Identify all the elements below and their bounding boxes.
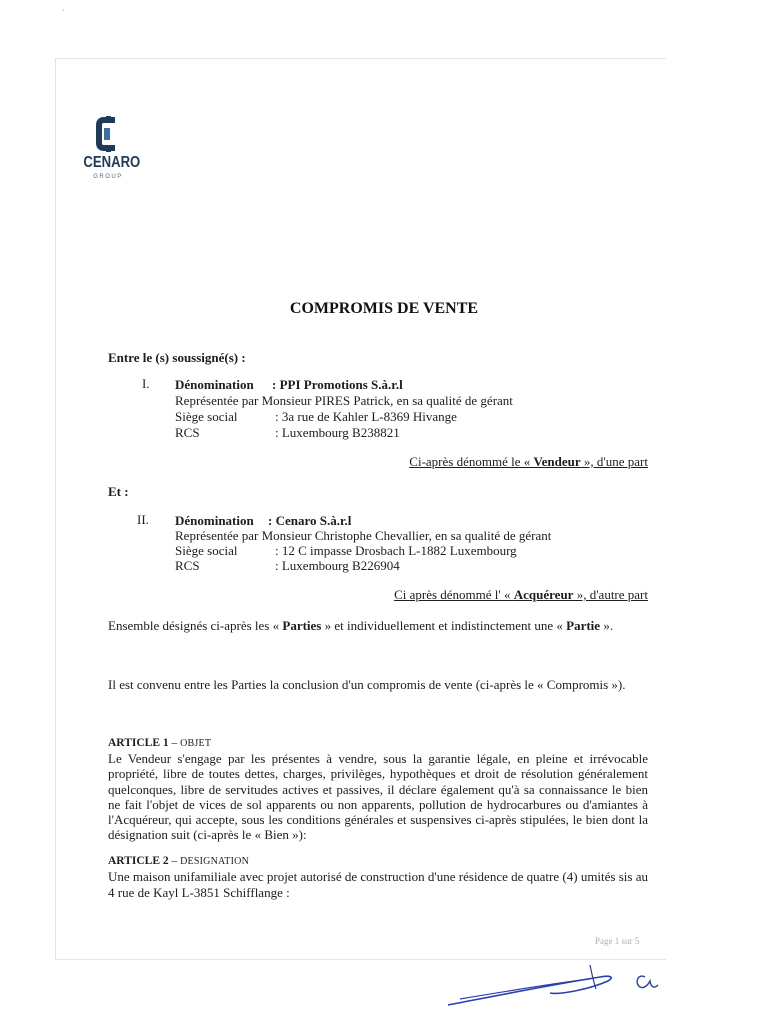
party-2-numeral: II. bbox=[137, 512, 149, 527]
article-2-text: Une maison unifamiliale avec projet autorisé de construction d'une résidence de quatre (4) umités sis au 4 rue de Kayl L-3851 Schifflange : bbox=[108, 869, 648, 900]
party-1-denom-value: : PPI Promotions S.à.r.l bbox=[272, 377, 403, 392]
article-1-heading: ARTICLE 1 – OBJET bbox=[108, 737, 212, 749]
party-1-rcs-label: RCS bbox=[175, 425, 200, 440]
party-1-rcs-value: : Luxembourg B238821 bbox=[275, 425, 400, 440]
party-2-denom-label: Dénomination bbox=[175, 513, 254, 528]
agreement-paragraph: Il est convenu entre les Parties la conclusion d'un compromis de vente (ci-après le « Compromis »). bbox=[108, 677, 626, 692]
et-line: Et : bbox=[108, 484, 129, 499]
party-1-siege-label: Siège social bbox=[175, 409, 238, 424]
parties-definition: Ensemble désignés ci-après les « Parties » et individuellement et indistinctement une « Partie ». bbox=[108, 618, 614, 633]
party-1-numeral: I. bbox=[142, 376, 150, 391]
party-1-role-note: Ci-après dénommé le « Vendeur », d'une part bbox=[409, 454, 648, 469]
logo-subtitle: GROUP bbox=[93, 174, 123, 180]
party-2-siege-label: Siège social bbox=[175, 543, 238, 558]
company-logo bbox=[78, 116, 141, 180]
article-1-text: Le Vendeur s'engage par les présentes à vendre, sous la garantie légale, en pleine et irrévocable propriété, libre de toutes dettes, charges, privilèges, hypothèques et droit de résolution généralement quelconques, libre de servitudes actives et passives, il déclare également qu'à sa connaissance le bien ne fait l'objet de vices de sol apparents ou non apparents, pollution de hydrocarbures ou d'amiantes à l'Acquéreur, qui accepte, sous les conditions générales et suspensives ci-après stipulées, le bien dont la désignation suit (ci-après le « Bien »): bbox=[108, 751, 648, 843]
party-2-siege-value: : 12 C impasse Drosbach L-1882 Luxembourg bbox=[275, 543, 517, 558]
scan-mark: • bbox=[62, 6, 65, 15]
party-2-rcs-value: : Luxembourg B226904 bbox=[275, 558, 400, 573]
party-2-representative: Représentée par Monsieur Christophe Chevallier, en sa qualité de gérant bbox=[175, 528, 552, 543]
handwritten-signature-icon bbox=[440, 955, 680, 1015]
party-2-role-note: Ci après dénommé l' « Acquéreur », d'autre part bbox=[394, 587, 648, 602]
cenaro-logo-icon bbox=[95, 116, 121, 152]
logo-name: CENARO bbox=[83, 154, 141, 171]
party-2-rcs-label: RCS bbox=[175, 558, 200, 573]
party-1-representative: Représentée par Monsieur PIRES Patrick, en sa qualité de gérant bbox=[175, 393, 513, 408]
intro-line: Entre le (s) soussigné(s) : bbox=[108, 350, 246, 365]
page-number: Page 1 sur 5 bbox=[595, 936, 640, 946]
article-2-heading: ARTICLE 2 – DESIGNATION bbox=[108, 855, 249, 867]
party-1-denom-label: Dénomination bbox=[175, 377, 254, 392]
party-1-siege-value: : 3a rue de Kahler L-8369 Hivange bbox=[275, 409, 457, 424]
document-title: COMPROMIS DE VENTE bbox=[289, 300, 479, 317]
party-2-denom-value: : Cenaro S.à.r.l bbox=[268, 513, 352, 528]
